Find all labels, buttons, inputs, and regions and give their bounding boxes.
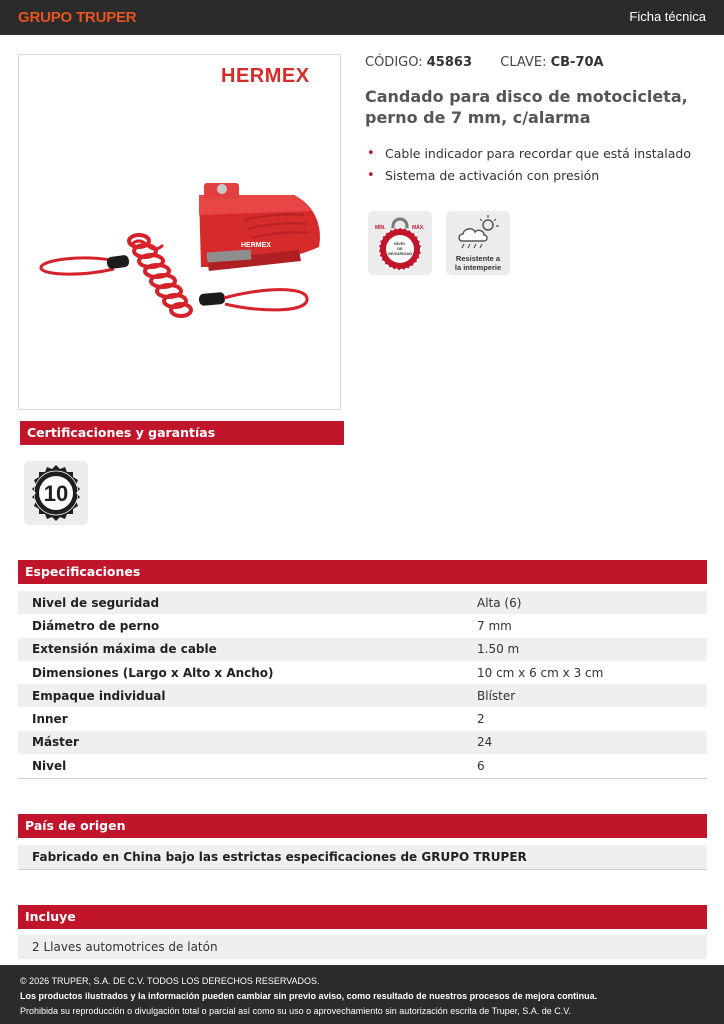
product-title: Candado para disco de motocicleta, perno de 7 mm, c/alarma bbox=[365, 87, 688, 127]
origen-text: Fabricado en China bajo las estrictas especificaciones de GRUPO TRUPER bbox=[18, 845, 707, 869]
origen-divider bbox=[18, 869, 707, 870]
svg-text:DE: DE bbox=[397, 246, 403, 251]
clave-value: CB-70A bbox=[550, 55, 604, 70]
warranty-years: 10 bbox=[43, 481, 69, 506]
product-photo bbox=[18, 54, 341, 410]
spec-label: Empaque individual bbox=[18, 684, 463, 707]
table-row bbox=[18, 614, 707, 637]
codigo-value: 45863 bbox=[426, 55, 472, 70]
footer bbox=[0, 965, 724, 1024]
security-level-badge bbox=[368, 211, 432, 275]
codigo-label: CÓDIGO: bbox=[365, 55, 423, 70]
table-row bbox=[18, 661, 707, 684]
spec-label: Nivel bbox=[32, 758, 67, 773]
gauge-min-label: MÍN. bbox=[375, 225, 386, 231]
spec-value: 7 mm bbox=[477, 618, 512, 633]
feature-item: • Cable indicador para recordar que está instalado bbox=[367, 145, 691, 167]
spec-label: Diámetro de perno bbox=[32, 618, 160, 633]
svg-text:NIVEL: NIVEL bbox=[394, 241, 406, 246]
specs-divider bbox=[18, 778, 707, 779]
spec-value: 2 bbox=[477, 712, 485, 727]
top-bar bbox=[0, 0, 724, 35]
spec-value: 1.50 m bbox=[463, 638, 707, 661]
especificaciones-header: Especificaciones bbox=[18, 560, 707, 584]
svg-text:HERMEX: HERMEX bbox=[241, 242, 271, 249]
warranty-badge bbox=[24, 461, 88, 525]
brand-logo: GRUPO TRUPER bbox=[18, 9, 137, 26]
table-row bbox=[18, 638, 707, 661]
table-row bbox=[18, 707, 707, 730]
spec-value: 10 cm x 6 cm x 3 cm bbox=[477, 665, 604, 680]
doc-type-label: Ficha técnica bbox=[629, 9, 706, 24]
gauge-max-label: MÁX. bbox=[412, 225, 425, 231]
weather-resistant-badge bbox=[446, 211, 510, 275]
weather-resistant-icon bbox=[446, 211, 510, 275]
disc-lock-illustration bbox=[19, 55, 342, 411]
weather-text-line1: Resistente a bbox=[455, 254, 501, 263]
feature-item: • Sistema de activación con presión bbox=[367, 167, 691, 189]
table-row bbox=[18, 731, 707, 754]
weather-text-line2: la intemperie bbox=[454, 263, 502, 272]
spec-value: 6 bbox=[477, 758, 485, 773]
feature-list bbox=[367, 145, 691, 189]
hermex-logo: HERMEX bbox=[221, 65, 310, 87]
footer-prohibition: Prohibida su reproducción o divulgación total o parcial así como su uso o aprovechamiento sin autorización escrita de Truper, S.A. de C.V. bbox=[20, 1006, 571, 1016]
product-codes bbox=[365, 55, 604, 70]
table-row bbox=[18, 754, 707, 777]
spec-label: Máster bbox=[18, 731, 463, 754]
certificaciones-header: Certificaciones y garantías bbox=[20, 421, 344, 445]
table-row bbox=[18, 591, 707, 614]
spec-label: Extensión máxima de cable bbox=[18, 638, 463, 661]
spec-value: 24 bbox=[463, 731, 707, 754]
spec-label: Inner bbox=[32, 712, 68, 727]
spec-value: Alta (6) bbox=[463, 591, 707, 614]
spec-value: Blíster bbox=[463, 684, 707, 707]
security-level-gauge-icon bbox=[368, 211, 432, 275]
specs-table bbox=[18, 591, 707, 777]
spec-label: Dimensiones (Largo x Alto x Ancho) bbox=[32, 665, 274, 680]
table-row bbox=[18, 684, 707, 707]
incluye-header: Incluye bbox=[18, 905, 707, 929]
footer-notice: Los productos ilustrados y la información pueden cambiar sin previo aviso, como resultado de nuestros procesos de mejora continua. bbox=[20, 991, 598, 1001]
svg-text:SEGURIDAD: SEGURIDAD bbox=[387, 251, 413, 256]
footer-copyright: © 2026 TRUPER, S.A. DE C.V. TODOS LOS DERECHOS RESERVADOS. bbox=[20, 976, 320, 986]
spec-label: Nivel de seguridad bbox=[18, 591, 463, 614]
incluye-text: 2 Llaves automotrices de latón bbox=[18, 935, 707, 959]
clave-label: CLAVE: bbox=[500, 55, 547, 70]
origen-header: País de origen bbox=[18, 814, 707, 838]
warranty-seal-icon bbox=[24, 461, 88, 525]
